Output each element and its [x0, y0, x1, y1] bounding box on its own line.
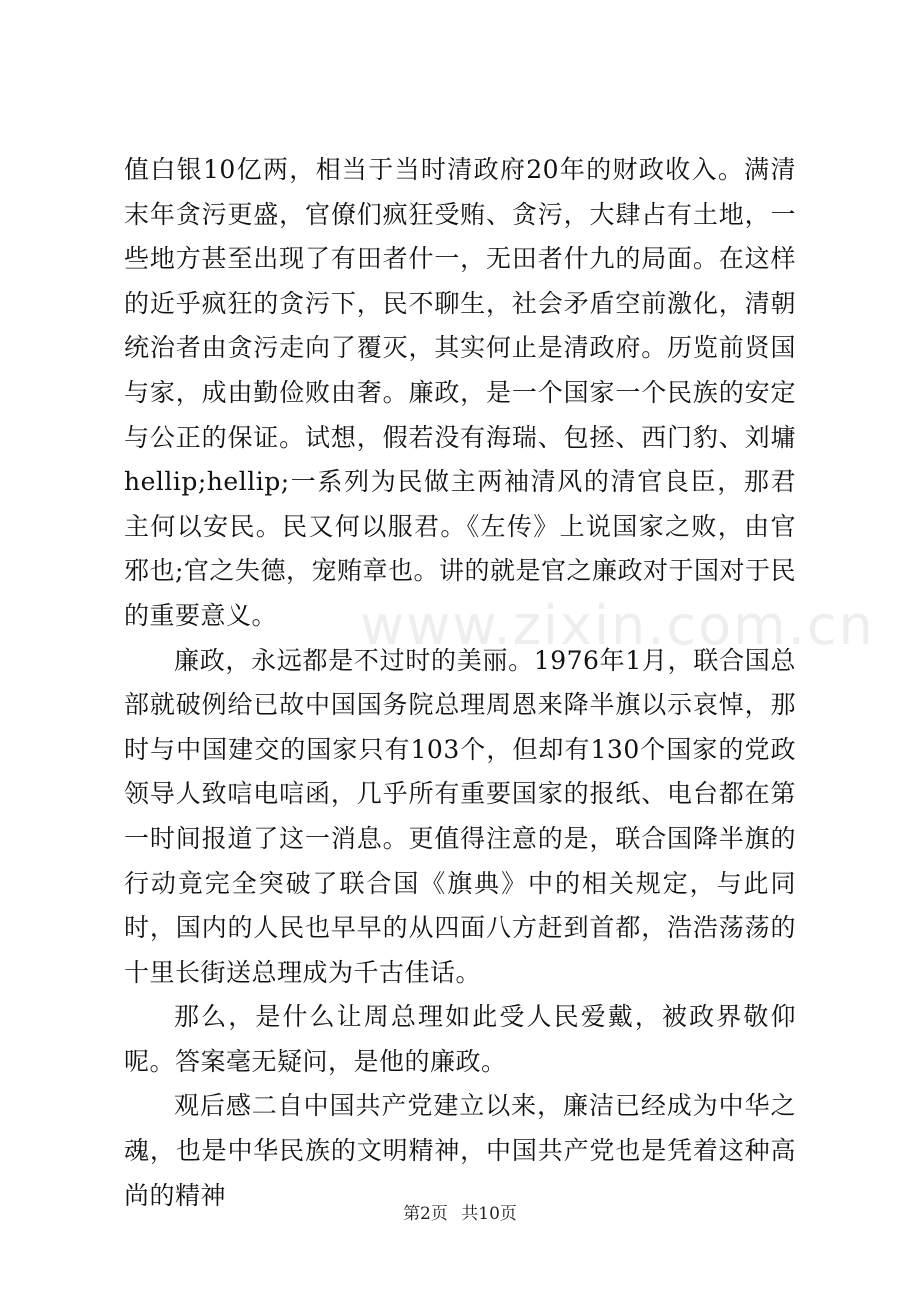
paragraph-1: 值白银10亿两，相当于当时清政府20年的财政收入。满清末年贪污更盛，官僚们疯狂受贿、贪污，大肆占有土地，一些地方甚至出现了有田者什一，无田者什九的局面。在这样的近乎疯狂的贪污下，民不聊生，社会矛盾空前激化，清朝统治者由贪污走向了覆灭，其实何止是清政府。历览前贤国与家，成由勤俭败由奢。廉政，是一个国家一个民族的安定与公正的保证。试想，假若没有海瑞、包拯、西门豹、刘墉hellip;hellip;一系列为民做主两袖清风的清官良臣，那君主何以安民。民又何以服君。《左传》上说国家之败，由官邪也;官之失德，宠贿章也。讲的就是官之廉政对于国对于民的重要意义。 [124, 155, 796, 630]
page-number: 第2页 [403, 1204, 448, 1224]
paragraph-3: 那么，是什么让周总理如此受人民爱戴，被政界敬仰呢。答案毫无疑问，是他的廉政。 [124, 1002, 796, 1076]
paragraph-4: 观后感二自中国共产党建立以来，廉洁已经成为中华之魂，也是中华民族的文明精神，中国共产党也是凭着这种高尚的精神 [124, 1091, 796, 1210]
page-footer [0, 1199, 920, 1224]
paragraph-2: 廉政，永远都是不过时的美丽。1976年1月，联合国总部就破例给已故中国国务院总理周恩来降半旗以示哀悼，那时与中国建交的国家只有103个，但却有130个国家的党政领导人致唁电唁函，几乎所有重要国家的报纸、电台都在第一时间报道了这一消息。更值得注意的是，联合国降半旗的行动竟完全突破了联合国《旗典》中的相关规定，与此同时，国内的人民也早早的从四面八方赶到首都，浩浩荡荡的十里长街送总理成为千古佳话。 [124, 645, 796, 987]
page-total: 共10页 [461, 1204, 517, 1224]
watermark: www.zixin.com.cn [360, 594, 875, 657]
document-body [124, 148, 796, 1218]
